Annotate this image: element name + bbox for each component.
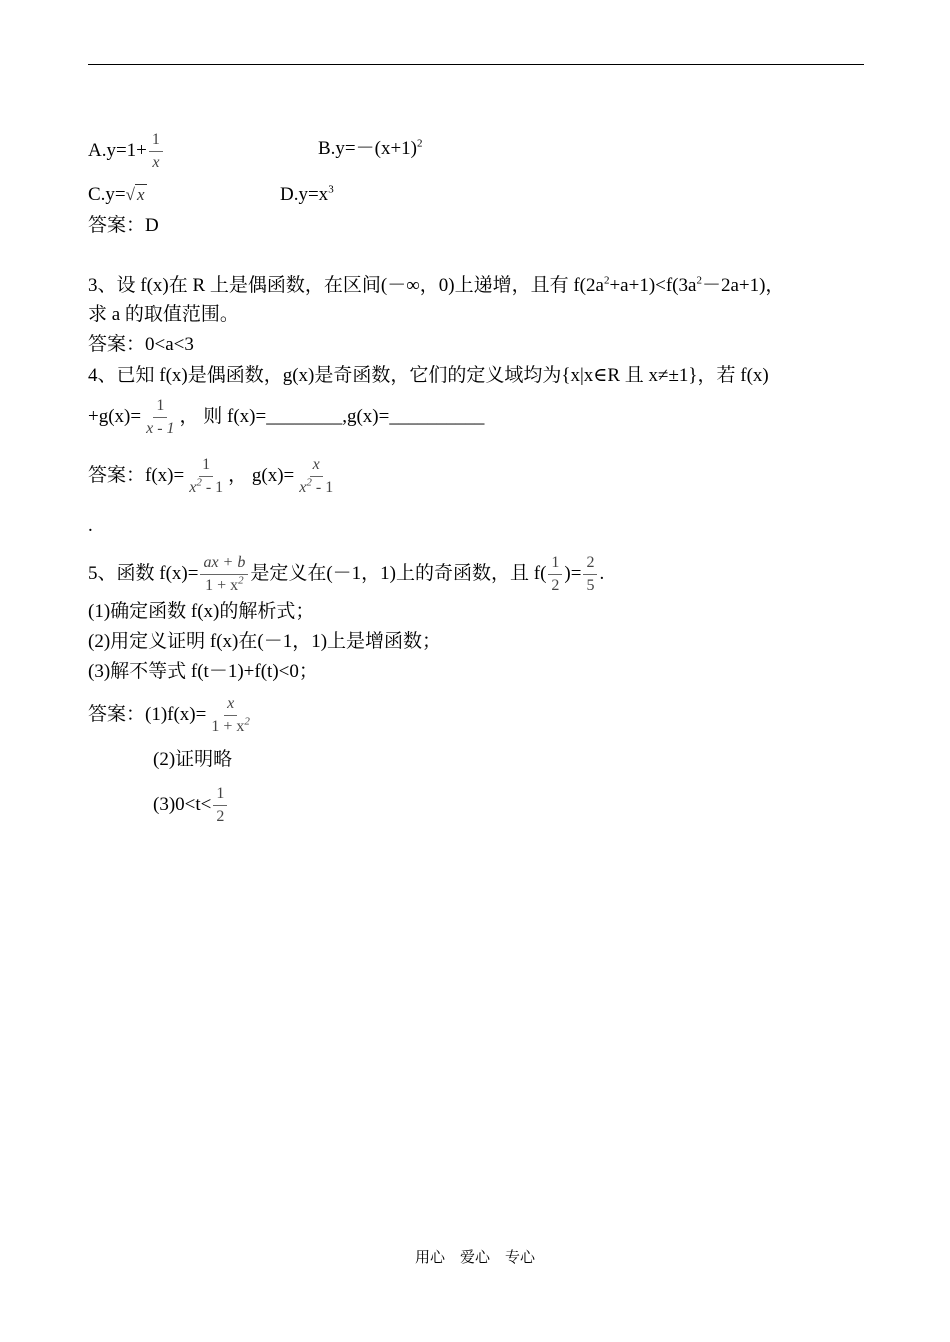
den-var: x [299,479,307,496]
q4-answer-prefix: 答案：f(x)= [88,464,185,486]
den-tail: - 1 [201,479,224,496]
q5-answer1 [88,695,255,736]
exponent: 3 [328,183,334,196]
q5-line1 [88,554,604,595]
option-b-text: B.y=－(x+1) [318,138,418,159]
q5-part3: (3)解不等式 f(t－1)+f(t)<0； [88,661,318,682]
option-a-text: A.y=1+ [88,139,147,161]
page-footer: 用心 爱心 专心 [414,1250,535,1266]
fraction-numerator: x [224,695,237,716]
option-a-fraction [149,131,163,172]
exponent: 2 [306,476,312,489]
q4-line1: 4、已知 f(x)是偶函数，g(x)是奇函数，它们的定义域均为{x|x∈R 且 x≠±1}，若 f(x) [88,365,769,386]
q3-text-b: +a+1)<f(3a [609,275,697,296]
stray-dot: . [88,515,93,536]
fraction-denominator: 2 [216,808,225,825]
exponent: 2 [196,476,202,489]
exponent: 2 [244,715,250,728]
fraction-denominator: x [152,154,160,171]
q4-line2 [88,397,484,438]
q4-answer [88,456,338,497]
q5-text-end: . [599,562,605,584]
fraction-numerator: 1 [153,397,167,418]
option-b [318,138,423,160]
fraction-numerator: 1 [213,785,227,806]
q5-part2: (2)用定义证明 f(x)在(－1，1)上是增函数； [88,631,442,652]
fraction-numerator: 1 [548,554,562,575]
fraction-denominator [202,575,247,595]
q3-line2: 求 a 的取值范围。 [88,304,239,325]
option-d [280,184,334,206]
option-d-text: D.y=x [280,184,329,205]
q5-answer2: (2)证明略 [153,749,233,770]
fraction-numerator: 2 [583,554,597,575]
q3-answer: 答案：0<a<3 [88,334,194,355]
den-text: 1 + x [211,718,245,735]
fraction-numerator: x [310,456,323,477]
q3-text-a: 3、设 f(x)在 R 上是偶函数，在区间(－∞，0)上递增，且有 f(2a [88,275,604,296]
q2-answer: 答案：D [88,215,159,236]
q5-answer3 [153,785,229,826]
fraction-denominator: 2 [551,577,560,594]
option-c-text: C.y= [88,184,126,205]
q4-text-suffix: ， 则 f(x)=________,g(x)=__________ [179,405,485,427]
q4-fraction [143,397,177,438]
q5-answer3-prefix: (3)0<t< [153,793,212,815]
fraction-numerator: 1 [199,456,213,477]
option-a [88,131,165,172]
fraction-denominator: 5 [586,577,595,594]
q4-answer-f-fraction [186,456,226,497]
q5-text-prefix: 5、函数 f(x)= [88,562,199,584]
exponent: 2 [238,574,244,587]
q5-answer-prefix: 答案：(1)f(x)= [88,703,207,725]
fraction-numerator: ax + b [200,554,248,575]
q3-text-c: －2a+1)， [701,275,785,296]
sqrt-radicand: x [136,185,145,204]
q5-part1: (1)确定函数 f(x)的解析式； [88,601,315,622]
q5-answer-fraction [208,695,253,736]
q3-line1 [88,275,784,297]
q4-answer-g-fraction [296,456,336,497]
exponent: 2 [417,137,423,150]
fraction-denominator: x - 1 [146,420,175,437]
fraction-numerator: 1 [149,131,163,152]
fraction-denominator [208,716,253,736]
sqrt-symbol: √ x [125,185,145,204]
fraction-denominator [186,477,226,497]
q4-answer-mid: ， g(x)= [228,464,295,486]
exponent: 2 [603,274,610,287]
q4-text-prefix: +g(x)= [88,405,142,427]
q5-answer3-fraction [213,785,227,826]
den-var: x [189,479,197,496]
fraction-denominator [296,477,336,497]
q5-text-eq: )= [564,562,582,584]
option-c [88,184,147,206]
q5-function-fraction [200,554,248,595]
q5-value-fraction [583,554,597,595]
header-rule [88,64,864,65]
den-tail: - 1 [311,479,334,496]
exponent: 2 [696,274,702,287]
q5-text-mid: 是定义在(－1，1)上的奇函数，且 f( [250,562,547,584]
q5-half-fraction [548,554,562,595]
den-text: 1 + x [205,577,239,594]
